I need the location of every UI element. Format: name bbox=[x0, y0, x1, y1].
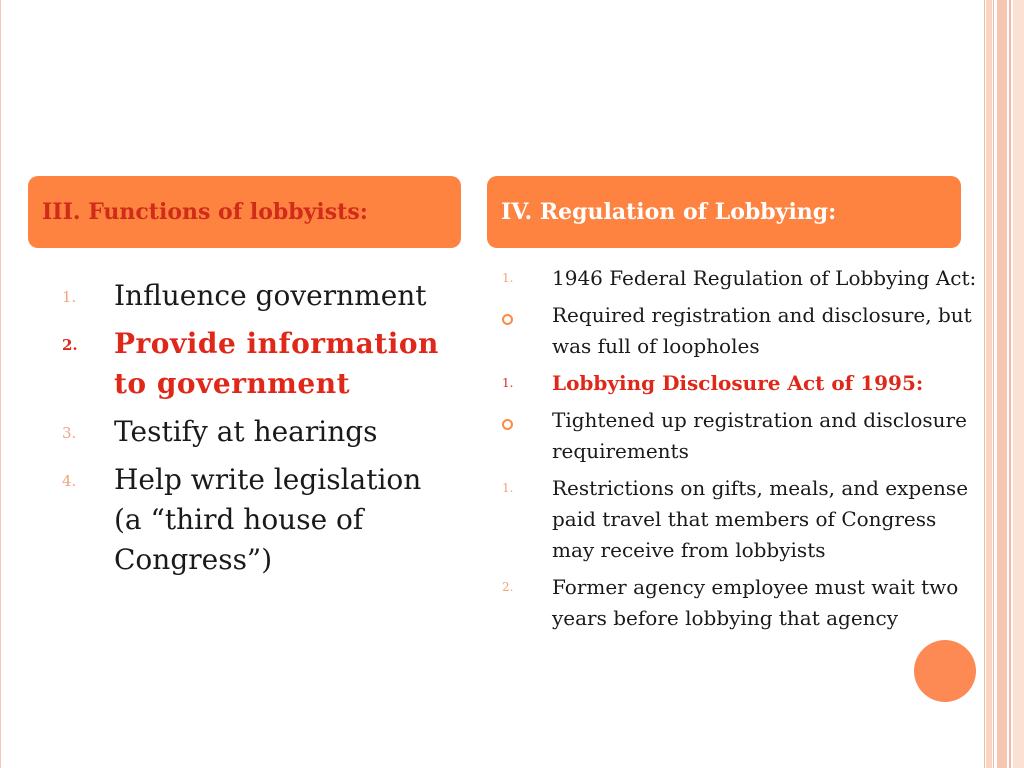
list-item-text: Restrictions on gifts, meals, and expense paid travel that members of Congress may receive from lobbyists bbox=[552, 476, 969, 562]
list-item bbox=[502, 572, 982, 634]
left-header-title: III. Functions of lobbyists: bbox=[42, 199, 368, 225]
list-number: 3. bbox=[62, 424, 77, 442]
decor-stripe bbox=[997, 0, 1007, 768]
list-number: 1. bbox=[502, 376, 514, 390]
list-number: 4. bbox=[62, 472, 77, 490]
decor-stripe bbox=[986, 0, 992, 768]
functions-list bbox=[62, 276, 442, 588]
circle-bullet-icon bbox=[502, 300, 552, 362]
list-number: 1. bbox=[502, 271, 514, 285]
decor-stripe bbox=[1009, 0, 1011, 768]
list-item-text: Required registration and disclosure, but was full of loopholes bbox=[552, 303, 972, 358]
list-item-text: Help write legislation (a “third house of Congress”) bbox=[114, 463, 422, 576]
decor-stripe bbox=[984, 0, 985, 768]
list-item bbox=[502, 405, 982, 467]
list-item bbox=[502, 473, 982, 566]
list-number: 1. bbox=[502, 481, 514, 495]
list-item-text: Former agency employee must wait two years before lobbying that agency bbox=[552, 575, 959, 630]
decor-stripe bbox=[1013, 0, 1024, 768]
list-item bbox=[502, 300, 982, 362]
list-item-text: Testify at hearings bbox=[114, 415, 378, 448]
list-number: 1. bbox=[62, 288, 77, 306]
list-item-text: Influence government bbox=[114, 279, 427, 312]
right-header-title: IV. Regulation of Lobbying: bbox=[501, 199, 837, 225]
list-item bbox=[62, 412, 442, 452]
list-item bbox=[502, 368, 982, 399]
left-header bbox=[28, 176, 461, 248]
decor-circle bbox=[914, 640, 976, 702]
list-item bbox=[62, 324, 442, 404]
list-item-text: Tightened up registration and disclosure requirements bbox=[552, 408, 967, 463]
regulation-list bbox=[502, 263, 982, 640]
list-number: 2. bbox=[502, 580, 514, 594]
list-item-text: Lobbying Disclosure Act of 1995: bbox=[552, 371, 924, 395]
list-item bbox=[502, 263, 982, 294]
list-item bbox=[62, 460, 442, 580]
list-number: 2. bbox=[62, 336, 78, 354]
list-item-text: Provide information to government bbox=[114, 327, 439, 400]
circle-bullet-icon bbox=[502, 405, 552, 467]
list-item-text: 1946 Federal Regulation of Lobbying Act: bbox=[552, 266, 977, 290]
right-header bbox=[487, 176, 961, 248]
list-item bbox=[62, 276, 442, 316]
decor-stripe bbox=[993, 0, 994, 768]
